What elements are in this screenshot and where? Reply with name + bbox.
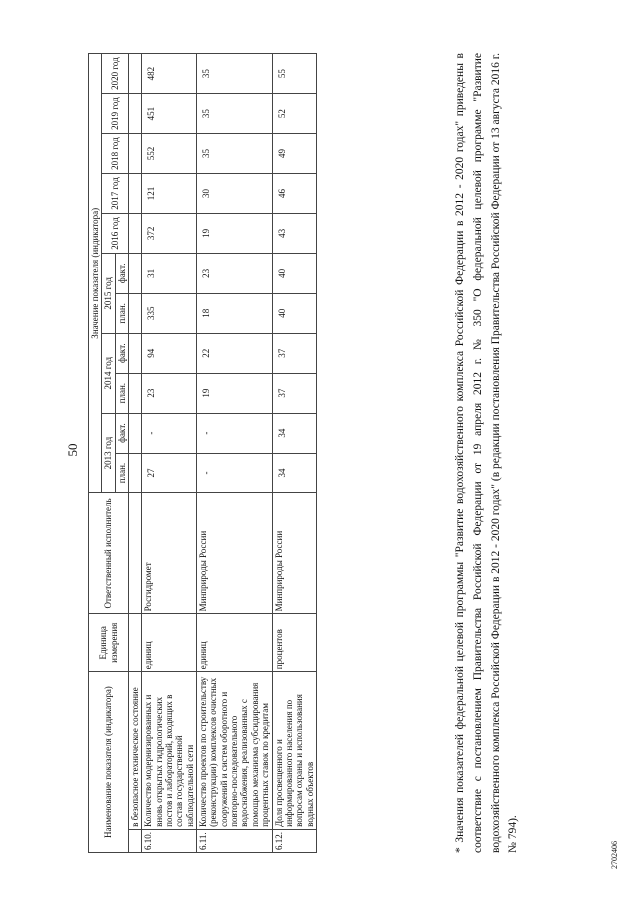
footnote: * Значения показателей федеральной целевой программы "Развитие водохозяйственного комплекса Российской Федерации в 2012 - 2020 годах" приведены в соответствие с постановлением Правительства Российской Федерации от 19 апреля 2012 г. № 350 "О федеральной целевой программе "Развитие водохозяйственного комплекса Российской Федерации в 2012 - 2020 годах" (в редакции постановления Правительства Российской Федерации от 13 августа 2016 г. № 794).: [454, 53, 520, 853]
value-cell: 40: [272, 293, 316, 333]
row-number: 6.11.: [197, 829, 272, 852]
value-cell: 22: [197, 333, 272, 373]
header-executor: Ответственный исполнитель: [89, 493, 129, 614]
header-fact-2014: факт.: [115, 333, 128, 373]
executor-cell: Минприроды России: [197, 493, 272, 614]
value-cell: 46: [272, 174, 316, 214]
page-number: 50: [65, 443, 80, 457]
value-cell: [129, 134, 142, 174]
unit-cell: единиц: [197, 614, 272, 672]
value-cell: 552: [142, 134, 197, 174]
header-year-2018: 2018 год: [102, 134, 129, 174]
value-cell: 40: [272, 253, 316, 293]
value-cell: 335: [142, 293, 197, 333]
value-cell: 31: [142, 253, 197, 293]
value-cell: 482: [142, 54, 197, 94]
unit-cell: единиц: [142, 614, 197, 672]
value-cell: 372: [142, 213, 197, 253]
indicator-table: [88, 53, 317, 853]
header-values: Значение показателя (индикатора): [89, 54, 102, 494]
document-code: 2702406: [610, 841, 619, 869]
table-row: [272, 54, 316, 853]
header-year-2017: 2017 год: [102, 174, 129, 214]
header-plan-2014: план.: [115, 373, 128, 413]
value-cell: 34: [272, 453, 316, 493]
value-cell: [129, 413, 142, 453]
table-row: [142, 54, 197, 853]
row-number: 6.12.: [272, 829, 316, 852]
executor-cell: Минприроды России: [272, 493, 316, 614]
value-cell: 27: [142, 453, 197, 493]
value-cell: [129, 253, 142, 293]
value-cell: [129, 373, 142, 413]
value-cell: -: [142, 413, 197, 453]
executor-cell: [129, 493, 142, 614]
value-cell: 34: [272, 413, 316, 453]
indicator-name: Количество модернизированных и вновь открытых гидрологических постов и лабораторий, входящих в состав государственной наблюдательной сети: [142, 672, 197, 830]
value-cell: 121: [142, 174, 197, 214]
table-row: [197, 54, 272, 853]
value-cell: 23: [197, 253, 272, 293]
header-plan-2013: план.: [115, 453, 128, 493]
table-row: [129, 54, 142, 853]
row-number: 6.10.: [142, 829, 197, 852]
header-year-2019: 2019 год: [102, 94, 129, 134]
value-cell: [129, 213, 142, 253]
value-cell: [129, 54, 142, 94]
header-year-2015: 2015 год: [102, 253, 115, 333]
value-cell: 37: [272, 333, 316, 373]
value-cell: 19: [197, 213, 272, 253]
unit-cell: процентов: [272, 614, 316, 672]
row-number: [129, 829, 142, 852]
value-cell: [129, 293, 142, 333]
value-cell: 35: [197, 134, 272, 174]
header-unit: Единица измерения: [89, 614, 129, 672]
value-cell: -: [197, 413, 272, 453]
value-cell: 35: [197, 54, 272, 94]
value-cell: 451: [142, 94, 197, 134]
executor-cell: Росгидромет: [142, 493, 197, 614]
indicator-name: в безопасное техническое состояние: [129, 672, 142, 830]
header-row-1: [89, 54, 102, 853]
value-cell: 23: [142, 373, 197, 413]
value-cell: 43: [272, 213, 316, 253]
header-year-2013: 2013 год: [102, 413, 115, 493]
value-cell: [129, 453, 142, 493]
unit-cell: [129, 614, 142, 672]
header-year-2020: 2020 год: [102, 54, 129, 94]
value-cell: 30: [197, 174, 272, 214]
value-cell: 37: [272, 373, 316, 413]
value-cell: [129, 333, 142, 373]
value-cell: 49: [272, 134, 316, 174]
value-cell: 35: [197, 94, 272, 134]
value-cell: 19: [197, 373, 272, 413]
header-year-2016: 2016 год: [102, 213, 129, 253]
header-year-2014: 2014 год: [102, 333, 115, 413]
header-fact-2015: факт.: [115, 253, 128, 293]
value-cell: 55: [272, 54, 316, 94]
value-cell: 18: [197, 293, 272, 333]
indicator-name: Количество проектов по строительству (реконструкции) комплексов очистных сооружений и систем оборотного и повторно-последовательного водоснабжения, реализованных с помощью механизма субсидирования процентных ставок по кредитам: [197, 672, 272, 830]
header-fact-2013: факт.: [115, 413, 128, 453]
value-cell: [129, 174, 142, 214]
value-cell: 94: [142, 333, 197, 373]
value-cell: [129, 94, 142, 134]
value-cell: -: [197, 453, 272, 493]
indicator-name: Доля просвещенного и информированного населения по вопросам охраны и использования водных объектов: [272, 672, 316, 830]
header-plan-2015: план.: [115, 293, 128, 333]
header-name: Наименование показателя (индикатора): [89, 672, 129, 853]
value-cell: 52: [272, 94, 316, 134]
